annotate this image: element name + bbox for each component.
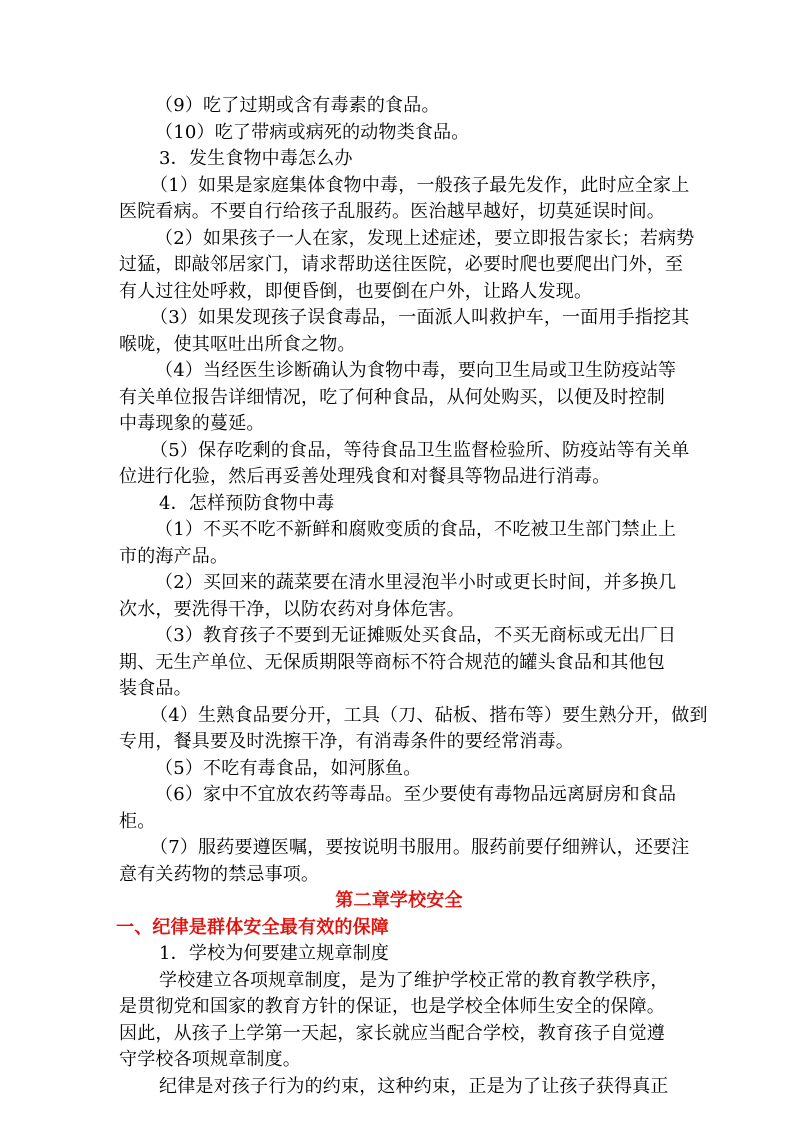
paragraph-line: 中毒现象的蔓延。 — [119, 413, 265, 434]
section-heading: 1．学校为何要建立规章制度 — [159, 943, 390, 964]
document-body — [116, 93, 708, 1100]
paragraph-line: 专用，餐具要及时洗擦干净，有消毒条件的要经常消毒。 — [119, 731, 574, 752]
paragraph-line: 位进行化验，然后再妥善处理残食和对餐具等物品进行消毒。 — [119, 466, 611, 487]
paragraph-line: （7）服药要遵医嘱，要按说明书服用。服药前要仔细辨认，还要注 — [150, 837, 690, 858]
paragraph-line: （9）吃了过期或含有毒素的食品。 — [155, 95, 440, 116]
section-heading: 3．发生食物中毒怎么办 — [159, 148, 353, 169]
paragraph-line: 次水，要洗得干净，以防农药对身体危害。 — [119, 598, 465, 620]
paragraph-line: （10）吃了带病或病死的动物类食品。 — [155, 121, 470, 143]
paragraph-line: 医院看病。不要自行给孩子乱服药。医治越早越好，切莫延误时间。 — [119, 201, 665, 222]
paragraph-line: 因此，从孩子上学第一天起，家长就应当配合学校，教育孩子自觉遵 — [119, 1022, 665, 1044]
paragraph-line: （2）如果孩子一人在家，发现上述症述，要立即报告家长；若病势 — [155, 227, 695, 249]
paragraph-line: （4）生熟食品要分开，工具（刀、砧板、揩布等）要生熟分开，做到 — [150, 704, 708, 726]
paragraph-line: （3）如果发现孩子误食毒品，一面派人叫救护车，一面用手指挖其 — [150, 307, 690, 328]
paragraph-line: 有关单位报告详细情况，吃了何种食品，从何处购买，以便及时控制 — [119, 386, 665, 408]
paragraph-line: 喉咙，使其呕吐出所食之物。 — [119, 333, 356, 355]
paragraph-line: 期、无生产单位、无保质期限等商标不符合规范的罐头食品和其他包 — [119, 651, 665, 673]
paragraph-line: 守学校各项规章制度。 — [119, 1049, 301, 1070]
paragraph-line: 柜。 — [119, 810, 156, 832]
paragraph-line: （6）家中不宜放农药等毒品。至少要使有毒物品远离厨房和食品 — [155, 784, 677, 805]
paragraph-line: （3）教育孩子不要到无证摊贩处买食品，不买无商标或无出厂日 — [155, 625, 677, 646]
paragraph-line: 过猛，即敲邻居家门，请求帮助送往医院，必要时爬也要爬出门外，至 — [119, 254, 684, 275]
paragraph-line: （4）当经医生诊断确认为食物中毒，要向卫生局或卫生防疫站等 — [155, 360, 677, 381]
paragraph-line: （1）如果是家庭集体食物中毒，一般孩子最先发作，此时应全家上 — [150, 174, 690, 196]
section-heading: 4．怎样预防食物中毒 — [159, 492, 335, 514]
paragraph-line: （1）不买不吃不新鲜和腐败变质的食品，不吃被卫生部门禁止上 — [155, 519, 677, 540]
section-title: 一、纪律是群体安全最有效的保障 — [116, 916, 389, 938]
paragraph-line: 是贯彻党和国家的教育方针的保证，也是学校全体师生安全的保障。 — [119, 996, 665, 1017]
paragraph-line: 意有关药物的禁忌事项。 — [119, 863, 320, 885]
paragraph-line: 有人过往处呼救，即便昏倒，也要倒在户外，让路人发现。 — [119, 280, 593, 302]
paragraph-line: （2）买回来的蔬菜要在清水里浸泡半小时或更长时间，并多换几 — [155, 572, 677, 593]
paragraph-line: （5）保存吃剩的食品，等待食品卫生监督检验所、防疫站等有关单 — [150, 439, 690, 461]
chapter-title: 第二章学校安全 — [335, 890, 463, 911]
paragraph-line: 纪律是对孩子行为的约束，这种约束，正是为了让孩子获得真正 — [159, 1075, 669, 1097]
paragraph-line: 市的海产品。 — [119, 545, 229, 567]
paragraph-line: （5）不吃有毒食品，如河豚鱼。 — [155, 757, 422, 779]
paragraph-line: 装食品。 — [119, 678, 192, 699]
paragraph-line: 学校建立各项规章制度，是为了维护学校正常的教育教学秩序， — [159, 969, 669, 991]
